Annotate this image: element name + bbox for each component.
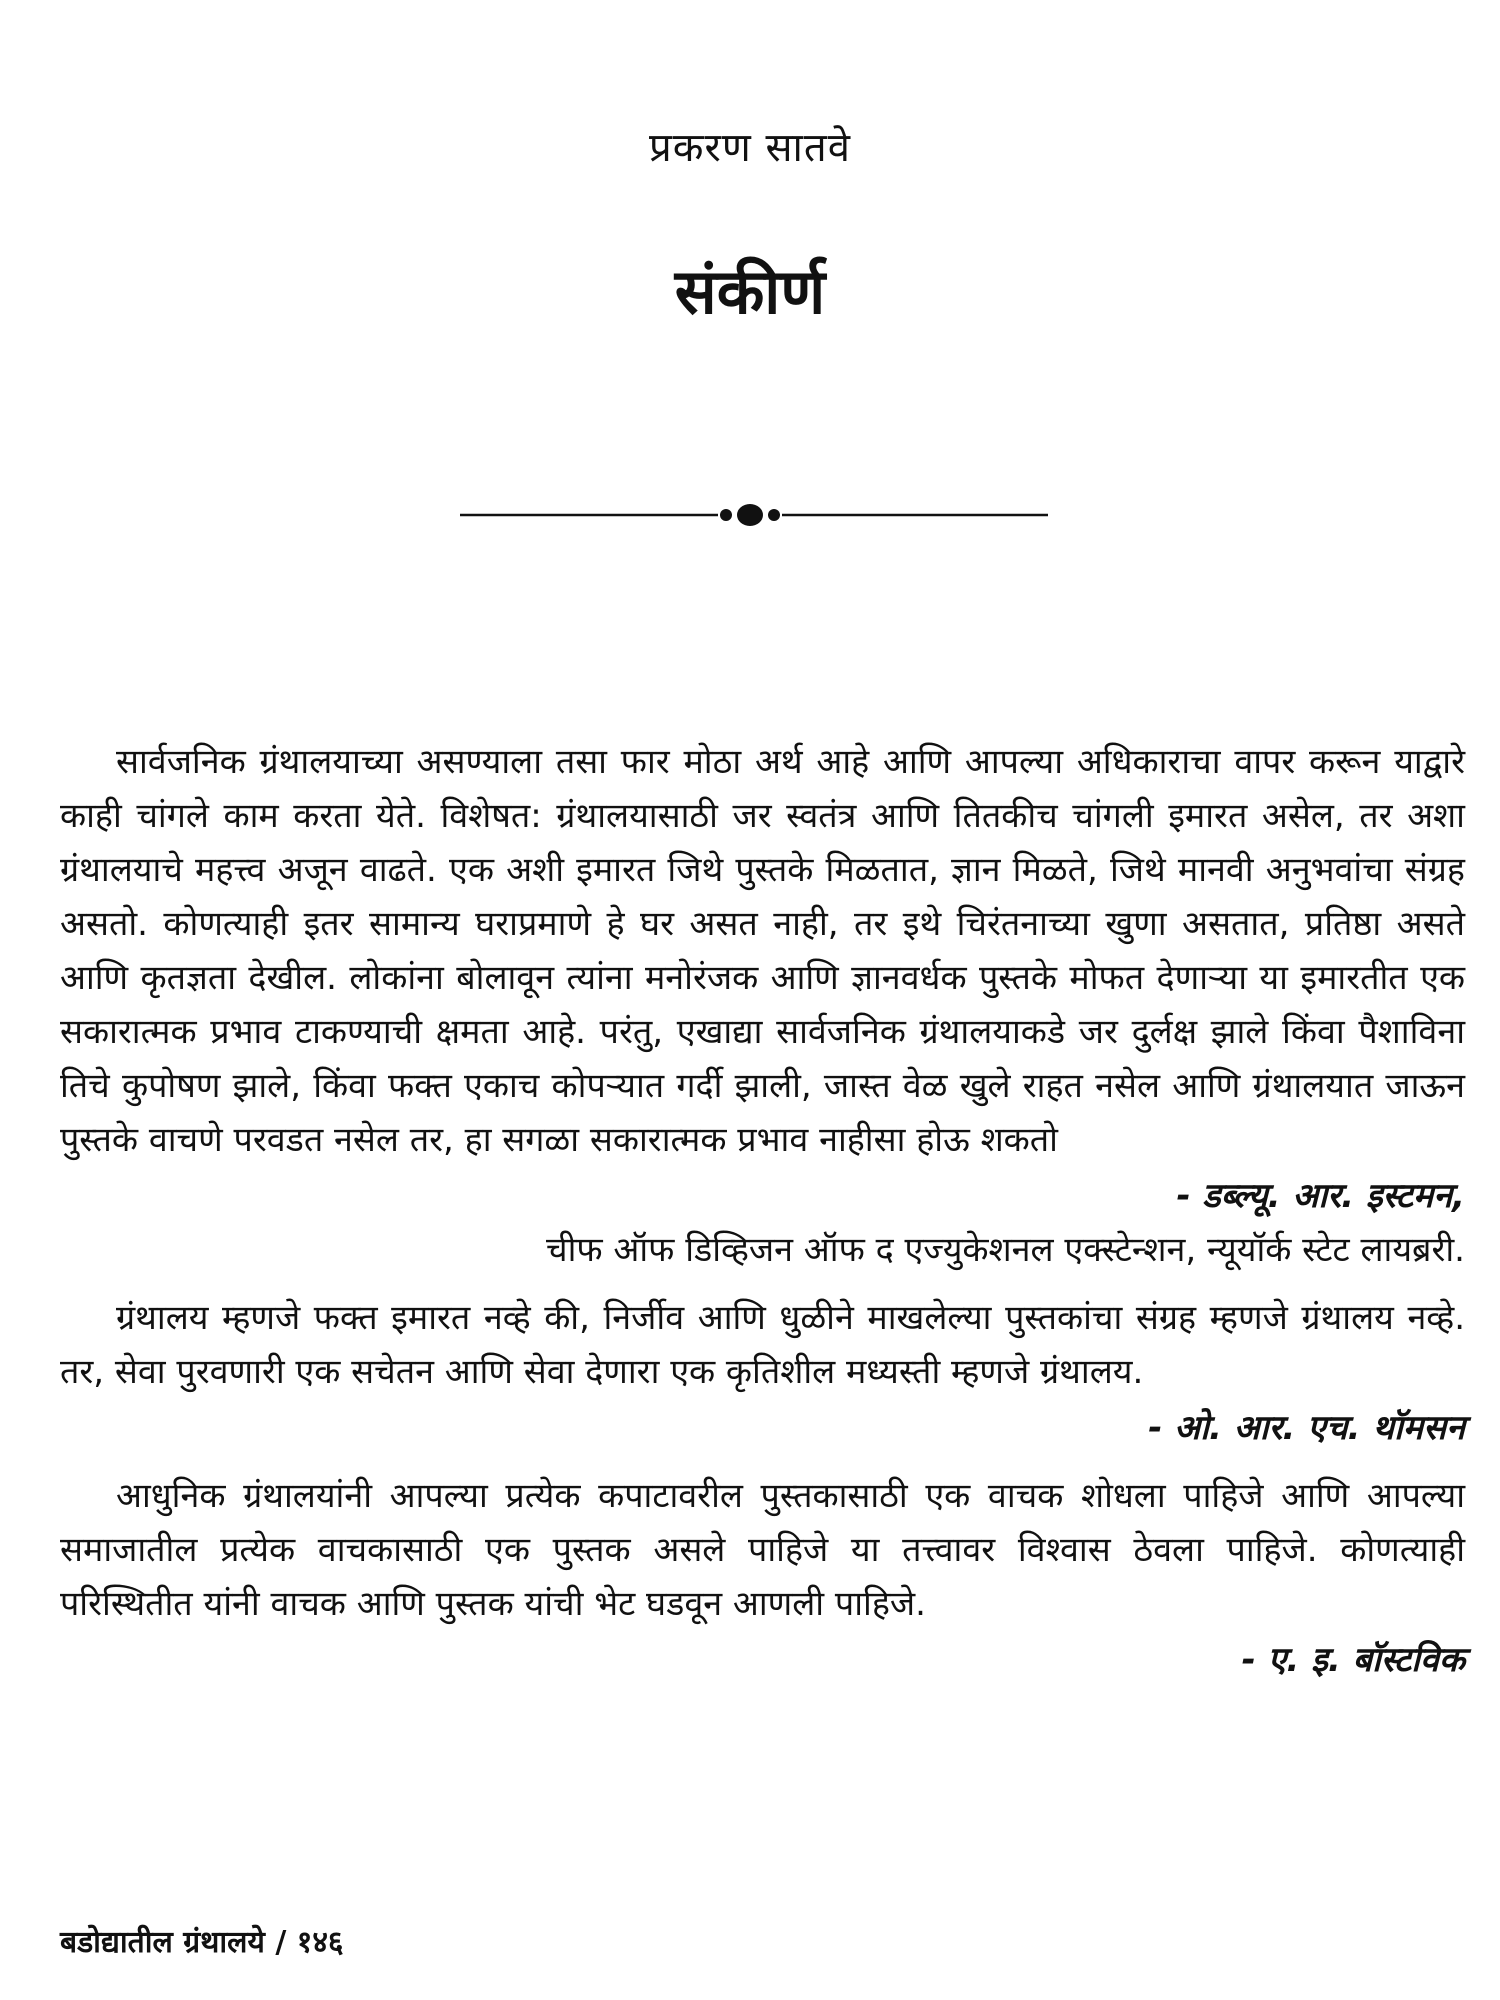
chapter-title: संकीर्ण xyxy=(674,255,826,328)
quote-author: - डब्ल्यू. आर. इस्टमन, xyxy=(1176,1176,1465,1216)
quote-author: - ओ. आर. एच. थॉमसन xyxy=(1148,1408,1465,1448)
quote-body xyxy=(60,735,1465,1687)
ornament-dot-center xyxy=(737,504,763,526)
quote-text: ग्रंथालय म्हणजे फक्त इमारत नव्हे की, निर्जीव आणि धुळीने माखलेल्या पुस्तकांचा संग्रह म्हणजे ग्रंथालय नव्हे. तर, सेवा पुरवणारी एक सचेतन आणि सेवा देणारा एक कृतिशील मध्यस्ती म्हणजे ग्रंथालय. xyxy=(60,1298,1465,1392)
chapter-label: प्रकरण सातवे xyxy=(649,125,851,171)
footer-separator: / xyxy=(264,1925,297,1960)
page-footer xyxy=(60,1920,344,1961)
ornament-divider-icon xyxy=(460,495,1048,535)
quote-text: आधुनिक ग्रंथालयांनी आपल्या प्रत्येक कपाटावरील पुस्तकासाठी एक वाचक शोधला पाहिजे आणि आपल्या समाजातील प्रत्येक वाचकासाठी एक पुस्तक असले पाहिजे या तत्त्वावर विश्वास ठेवला पाहिजे. कोणत्याही परिस्थितीत यांनी वाचक आणि पुस्तक यांची भेट घडवून आणली पाहिजे. xyxy=(60,1476,1465,1624)
quote-author: - ए. इ. बॉस्टविक xyxy=(1241,1640,1465,1680)
quote-text: सार्वजनिक ग्रंथालयाच्या असण्याला तसा फार मोठा अर्थ आहे आणि आपल्या अधिकाराचा वापर करून याद्वारे काही चांगले काम करता येते. विशेषत: ग्रंथालयासाठी जर स्वतंत्र आणि तितकीच चांगली इमारत असेल, तर अशा ग्रंथालयाचे महत्त्व अजून वाढते. एक अशी इमारत जिथे पुस्तके मिळतात, ज्ञान मिळते, जिथे मानवी अनुभवांचा संग्रह असतो. कोणत्याही इतर सामान्य घराप्रमाणे हे घर असत नाही, तर इथे चिरंतनाच्या खुणा असतात, प्रतिष्ठा असते आणि कृतज्ञता देखील. लोकांना बोलावून त्यांना मनोरंजक आणि ज्ञानवर्धक पुस्तके मोफत देणाऱ्या या इमारतीत एक सकारात्मक प्रभाव टाकण्याची क्षमता आहे. परंतु, एखाद्या सार्वजनिक ग्रंथालयाकडे जर दुर्लक्ष झाले किंवा पैशाविना तिचे कुपोषण झाले, किंवा फक्त एकाच कोपऱ्यात गर्दी झाली, जास्त वेळ खुले राहत नसेल आणि ग्रंथालयात जाऊन पुस्तके वाचणे परवडत नसेल तर, हा सगळा सकारात्मक प्रभाव नाहीसा होऊ शकतो xyxy=(60,742,1465,1160)
spacer xyxy=(60,1455,1465,1469)
footer-page-number: १४६ xyxy=(296,1925,344,1960)
ornament-dot-left xyxy=(720,509,732,521)
footer-book-title: बडोद्यातील ग्रंथालये xyxy=(60,1925,265,1960)
quote-affiliation: चीफ ऑफ डिव्हिजन ऑफ द एज्युकेशनल एक्स्टेन्शन, न्यूयॉर्क स्टेट लायब्ररी. xyxy=(545,1230,1465,1270)
ornament-dot-right xyxy=(768,509,780,521)
